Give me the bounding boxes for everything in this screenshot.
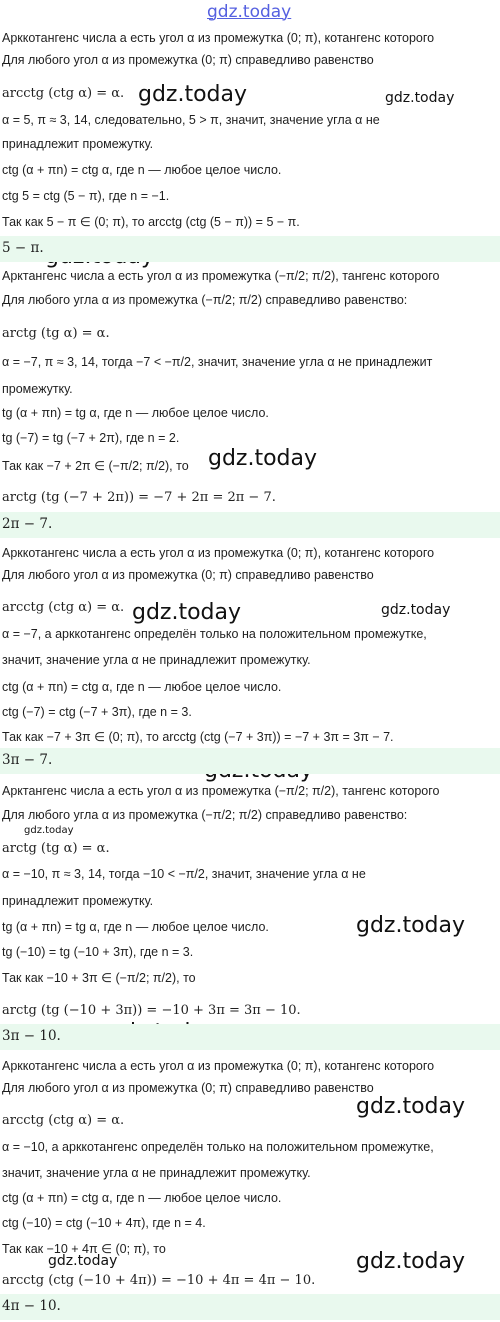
formula-line: arctg (tg (−10 + 3π)) = −10 + 3π = 3π − 10. [2, 1003, 301, 1018]
formula-line: arcctg (ctg α) = α. [2, 1113, 125, 1128]
text-line: Для любого угла α из промежутка (−π/2; π/2) справедливо равенство: [2, 293, 408, 307]
text-line: tg (−7) = tg (−7 + 2π), где n = 2. [2, 431, 180, 445]
text-line: ctg (α + πn) = ctg α, где n — любое целое число. [2, 1191, 282, 1205]
text-line: Арккотангенс числа a есть угол α из промежутка (0; π), котангенс которого [2, 1059, 435, 1073]
text-line: tg (−10) = tg (−10 + 3π), где n = 3. [2, 945, 194, 959]
text-line: значит, значение угла α не принадлежит промежутку. [2, 1166, 311, 1180]
text-line: α = −7, π ≈ 3, 14, тогда −7 < −π/2, значит, значение угла α не принадлежит [2, 355, 433, 369]
watermark: gdz.today [381, 602, 451, 618]
text-line: ctg (−10) = ctg (−10 + 4π), где n = 4. [2, 1216, 206, 1230]
answer-text: 3π − 10. [2, 1028, 61, 1044]
watermark: gdz.today [356, 1094, 466, 1119]
text-line: принадлежит промежутку. [2, 137, 154, 151]
watermark-top: gdz.today [207, 2, 292, 22]
text-line: Для любого угла α из промежутка (−π/2; π/2) справедливо равенство: [2, 808, 408, 822]
text-line: α = −10, π ≈ 3, 14, тогда −10 < −π/2, значит, значение угла α не [2, 867, 366, 881]
watermark: gdz.today [356, 1249, 466, 1274]
watermark: gdz.today [138, 82, 248, 107]
answer-bar [0, 1294, 500, 1320]
text-line: принадлежит промежутку. [2, 894, 154, 908]
text-line: Так как −7 + 2π ∈ (−π/2; π/2), то [2, 459, 189, 473]
answer-bar [0, 1024, 500, 1050]
answer-bar [0, 748, 500, 774]
text-line: Так как −7 + 3π ∈ (0; π), то arcctg (ctg (−7 + 3π)) = −7 + 3π = 3π − 7. [2, 730, 394, 744]
text-line: Для любого угол α из промежутка (0; π) справедливо равенство [2, 568, 374, 582]
text-line: Для любого угол α из промежутка (0; π) справедливо равенство [2, 1081, 374, 1095]
text-line: Арктангенс числа a есть угол α из промежутка (−π/2; π/2), тангенс которого [2, 269, 440, 283]
text-line: tg (α + πn) = tg α, где n — любое целое число. [2, 920, 269, 934]
answer-bar [0, 512, 500, 538]
formula-line: arcctg (ctg α) = α. [2, 86, 125, 101]
text-line: ctg (α + πn) = ctg α, где n — любое целое число. [2, 163, 282, 177]
text-line: ctg (−7) = ctg (−7 + 3π), где n = 3. [2, 705, 192, 719]
answer-text: 5 − π. [2, 240, 44, 256]
answer-text: 4π − 10. [2, 1298, 61, 1314]
answer-text: 3π − 7. [2, 752, 53, 768]
text-line: Для любого угол α из промежутка (0; π) справедливо равенство [2, 53, 374, 67]
answer-bar [0, 236, 500, 262]
text-line: ctg 5 = ctg (5 − π), где n = −1. [2, 189, 170, 203]
watermark: gdz.today [24, 825, 74, 836]
watermark: gdz.today [208, 446, 318, 471]
text-line: tg (α + πn) = tg α, где n — любое целое число. [2, 406, 269, 420]
text-line: α = 5, π ≈ 3, 14, следовательно, 5 > π, значит, значение угла α не [2, 113, 380, 127]
text-line: ctg (α + πn) = ctg α, где n — любое целое число. [2, 680, 282, 694]
watermark: gdz.today [385, 90, 455, 106]
text-line: Так как −10 + 4π ∈ (0; π), то [2, 1242, 166, 1256]
formula-line: arcctg (ctg (−10 + 4π)) = −10 + 4π = 4π − 10. [2, 1273, 316, 1288]
formula-line: arctg (tg (−7 + 2π)) = −7 + 2π = 2π − 7. [2, 490, 276, 505]
text-line: Арккотангенс числа a есть угол α из промежутка (0; π), котангенс которого [2, 31, 435, 45]
text-line: значит, значение угла α не принадлежит промежутку. [2, 653, 311, 667]
text-line: α = −10, а арккотангенс определён только на положительном промежутке, [2, 1140, 434, 1154]
text-line: Арккотангенс числа a есть угол α из промежутка (0; π), котангенс которого [2, 546, 435, 560]
text-line: Так как 5 − π ∈ (0; π), то arcctg (ctg (5 − π)) = 5 − π. [2, 215, 300, 229]
watermark: gdz.today [356, 913, 466, 938]
text-line: промежутку. [2, 382, 73, 396]
formula-line: arctg (tg α) = α. [2, 326, 110, 341]
answer-text: 2π − 7. [2, 516, 53, 532]
watermark: gdz.today [48, 1253, 118, 1269]
formula-line: arcctg (ctg α) = α. [2, 600, 125, 615]
text-line: α = −7, а арккотангенс определён только на положительном промежутке, [2, 627, 427, 641]
text-line: Арктангенс числа a есть угол α из промежутка (−π/2; π/2), тангенс которого [2, 784, 440, 798]
formula-line: arctg (tg α) = α. [2, 841, 110, 856]
watermark: gdz.today [132, 600, 242, 625]
text-line: Так как −10 + 3π ∈ (−π/2; π/2), то [2, 971, 196, 985]
